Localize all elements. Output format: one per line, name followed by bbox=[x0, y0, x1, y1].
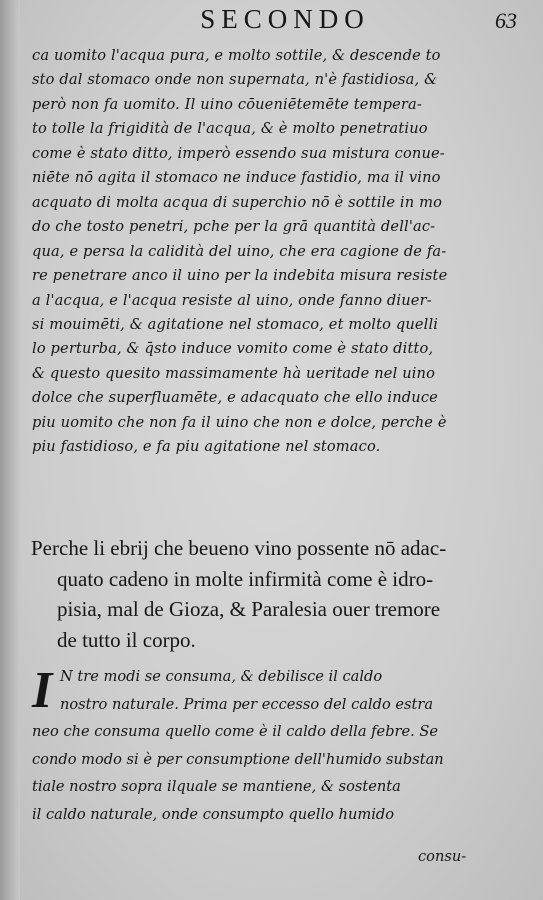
drop-cap-initial: I bbox=[32, 662, 53, 719]
page-gutter-shadow bbox=[0, 0, 20, 900]
text-line: de tutto il corpo. bbox=[57, 627, 196, 652]
text-line: lo perturba, & q̄sto induce vomito come è stato ditto, bbox=[32, 340, 434, 358]
text-line: si mouimēti, & agitatione nel stomaco, et molto quelli bbox=[32, 315, 439, 333]
text-line: dolce che superfluamēte, e adacquato che ello induce bbox=[32, 389, 438, 407]
text-line: però non fa uomito. Il uino cōueniētemēte tempera- bbox=[32, 95, 422, 113]
text-line: re penetrare anco il uino per la indebita misura resiste bbox=[32, 267, 448, 285]
text-line: acquato di molta acqua di superchio nō è sottile in mo bbox=[32, 193, 443, 211]
text-line: Perche li ebrij che beueno vino possente nō adac- bbox=[31, 536, 447, 560]
text-line: N tre modi se consuma, & debilisce il caldo bbox=[60, 668, 383, 685]
text-line: nostro naturale. Prima per eccesso del caldo estra bbox=[60, 695, 434, 713]
text-line: do che tosto penetri, pche per la grā quantità dell'ac- bbox=[32, 218, 436, 236]
question-heading bbox=[31, 533, 511, 655]
text-line: pisia, mal de Gioza, & Paralesia ouer tremore bbox=[57, 597, 441, 621]
text-line: neo che consuma quello come è il caldo della febre. Se bbox=[32, 723, 439, 741]
text-line: qua, e persa la calidità del uino, che era cagione de fa- bbox=[32, 242, 447, 260]
text-line: piu fastidioso, e fa piu agitatione nel stomaco. bbox=[32, 438, 381, 456]
page-number: 63 bbox=[495, 8, 517, 33]
running-head: SECONDO bbox=[200, 4, 370, 34]
text-line: ca uomito l'acqua pura, e molto sottile, & descende to bbox=[32, 47, 441, 64]
chapter-paragraph bbox=[32, 663, 512, 829]
text-line: to tolle la frigidità de l'acqua, & è molto penetratiuo bbox=[32, 120, 428, 138]
text-line: il caldo naturale, onde consumpto quello humido bbox=[32, 805, 394, 823]
catchword: consu- bbox=[418, 848, 467, 865]
text-line: come è stato ditto, imperò essendo sua mistura conue- bbox=[32, 144, 445, 162]
text-line: niēte nō agita il stomaco ne induce fastidio, ma il vino bbox=[32, 169, 441, 187]
text-line: a l'acqua, e l'acqua resiste al uino, onde fanno diuer- bbox=[32, 291, 432, 309]
paragraph-body bbox=[32, 44, 510, 460]
text-line: piu uomito che non fa il uino che non e dolce, perche è bbox=[32, 413, 447, 431]
text-line: & questo quesito massimamente hà ueritade nel uino bbox=[32, 364, 436, 382]
text-line: quato cadeno in molte infirmità come è idro- bbox=[57, 566, 434, 591]
text-line: sto dal stomaco onde non supernata, n'è fastidiosa, & bbox=[32, 71, 438, 89]
text-line: tiale nostro sopra ilquale se mantiene, & sostenta bbox=[32, 778, 401, 796]
text-line: condo modo si è per consumptione dell'humido substan bbox=[32, 750, 444, 768]
